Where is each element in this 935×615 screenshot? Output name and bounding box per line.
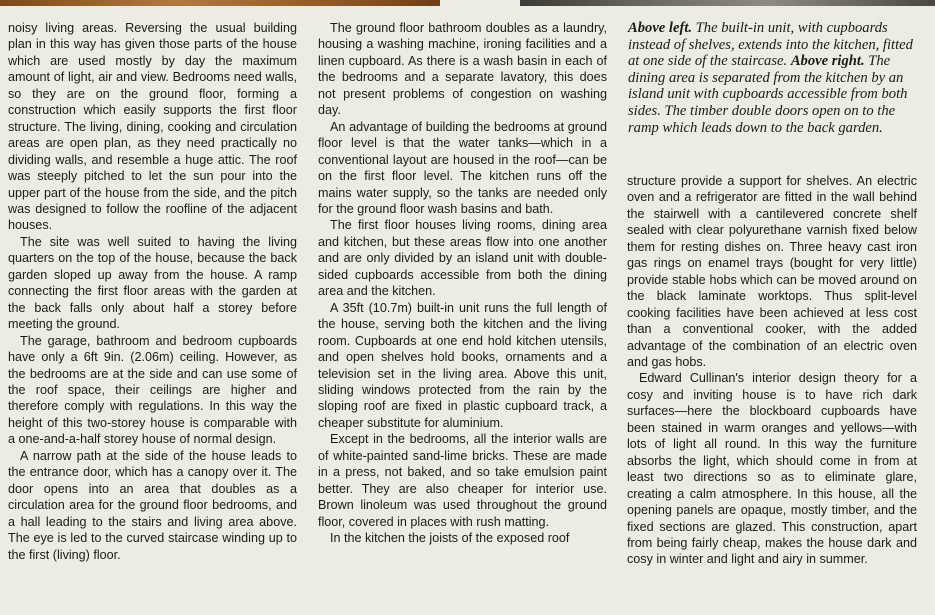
paragraph: In the kitchen the joists of the exposed roof: [330, 531, 570, 546]
paragraph: noisy living areas. Reversing the usual building plan in this way has given those parts of the house which are used mostly by day the maximum amount of light, air and view. Bedrooms need walls, so they are on the ground floor, forming a construction which easily supports the first floor structure. The living, dining, cooking and circulation areas are open plan, as they need practically no dividing walls, and resemble a huge attic. The roof was steeply pitched to let the sun pour into the upper part of the house from the side, and the pitch was designed to follow the roofline of the adjacent houses.: [8, 21, 297, 233]
paragraph: The site was well suited to having the living quarters on the top of the house, because the back garden sloped up away from the house. A ramp connecting the first floor areas with the garden at the back falls only about half a storey before meeting the ground.: [8, 234, 297, 332]
caption-text-right: The dining area is separated from the kitchen by an island unit with cupboards accessible from both sides. The timber double doors open on to the ramp which leads down to the back garden.: [628, 53, 908, 136]
paragraph: The first floor houses living rooms, dining area and kitchen, but these areas flow into one another and are only divided by an island unit with double-sided cupboards accessible from both the dining area and the kitchen.: [318, 218, 607, 299]
paragraph: The ground floor bathroom doubles as a laundry, housing a washing machine, ironing facilities and a linen cupboard. As there is a wash basin in each of the bedrooms and a separate lavatory, this does not present problems of congestion on washing day.: [318, 21, 607, 118]
paragraph: Except in the bedrooms, all the interior walls are of white-painted sand-lime bricks. These are made in a press, not baked, and so take emulsion paint better. They are also cheaper for interior use. Brown linoleum was used throughout the ground floor, covered in places with rush matting.: [318, 432, 607, 529]
paragraph: A narrow path at the side of the house leads to the entrance door, which has a canopy over it. The door opens into an area that doubles as a circulation area for the ground floor bedrooms, and a hall leading to the stairs and living area above. The eye is led to the curved staircase winding up to the first (living) floor.: [8, 448, 297, 562]
photo-edge-left: [0, 0, 440, 6]
caption-text-left: The built-in unit, with cupboards instead of shelves, extends into the kitchen, fitted at one side of the staircase.: [628, 20, 913, 70]
paragraph: Edward Cullinan's interior design theory for a cosy and inviting house is to have rich dark surfaces—here the blockboard cupboards have been stained in warm oranges and yellows—with lots of light all round. In this way the furniture absorbs the light, which should come in from at least two directions so as to eliminate glare, creating a calm atmosphere. In this house, all the opening panels are opaque, mostly timber, and the fixed sections are glazed. This construction, apart from being fairly cheap, makes the house dark and cosy in winter and light and airy in summer.: [627, 371, 917, 567]
paragraph: The garage, bathroom and bedroom cupboards have only a 6ft 9in. (2.06m) ceiling. However, as the bedrooms are at the side and can use some of the roof space, their ceilings are higher and therefore comply with regulations. In this way the height of this two-storey house is comparable with a one-and-a-half storey house of normal design.: [8, 333, 297, 447]
text-column-2: [318, 20, 607, 547]
caption-label-right: Above right.: [790, 53, 865, 70]
paragraph: An advantage of building the bedrooms at ground floor level is that the water tanks—which in a conventional layout are housed in the roof—can be on the first floor level. The kitchen runs off the mains water supply, so the tanks are needed only for the ground floor wash basins and bath.: [318, 119, 607, 216]
text-column-3: [627, 173, 917, 568]
photo-caption: [628, 20, 918, 136]
text-column-1: [8, 20, 297, 563]
paragraph: structure provide a support for shelves. An electric oven and a refrigerator are fitted in the wall behind the stairwell with a cantilevered concrete shelf sealed with clear polyurethane varnish fixed below them for resting dishes on. Three heavy cast iron gas rings on enamel trays (bought for very little) provide stable hobs which can be moved around on the black laminate worktops. Thus split-level cooking facilities have been achieved at less cost than a conventional cooker, with the added advantage of the combination of an electric oven and gas hobs.: [627, 174, 917, 369]
caption-label-left: Above left.: [628, 20, 693, 36]
paragraph: A 35ft (10.7m) built-in unit runs the full length of the house, serving both the kitchen and the living room. Cupboards at one end hold kitchen utensils, and open shelves hold books, ornaments and a television set in the living area. Above this unit, sliding windows protected from the rain by the sloping roof are fixed in plastic cupboard track, a cheaper substitute for aluminium.: [318, 300, 607, 430]
photo-edge-right: [520, 0, 935, 6]
